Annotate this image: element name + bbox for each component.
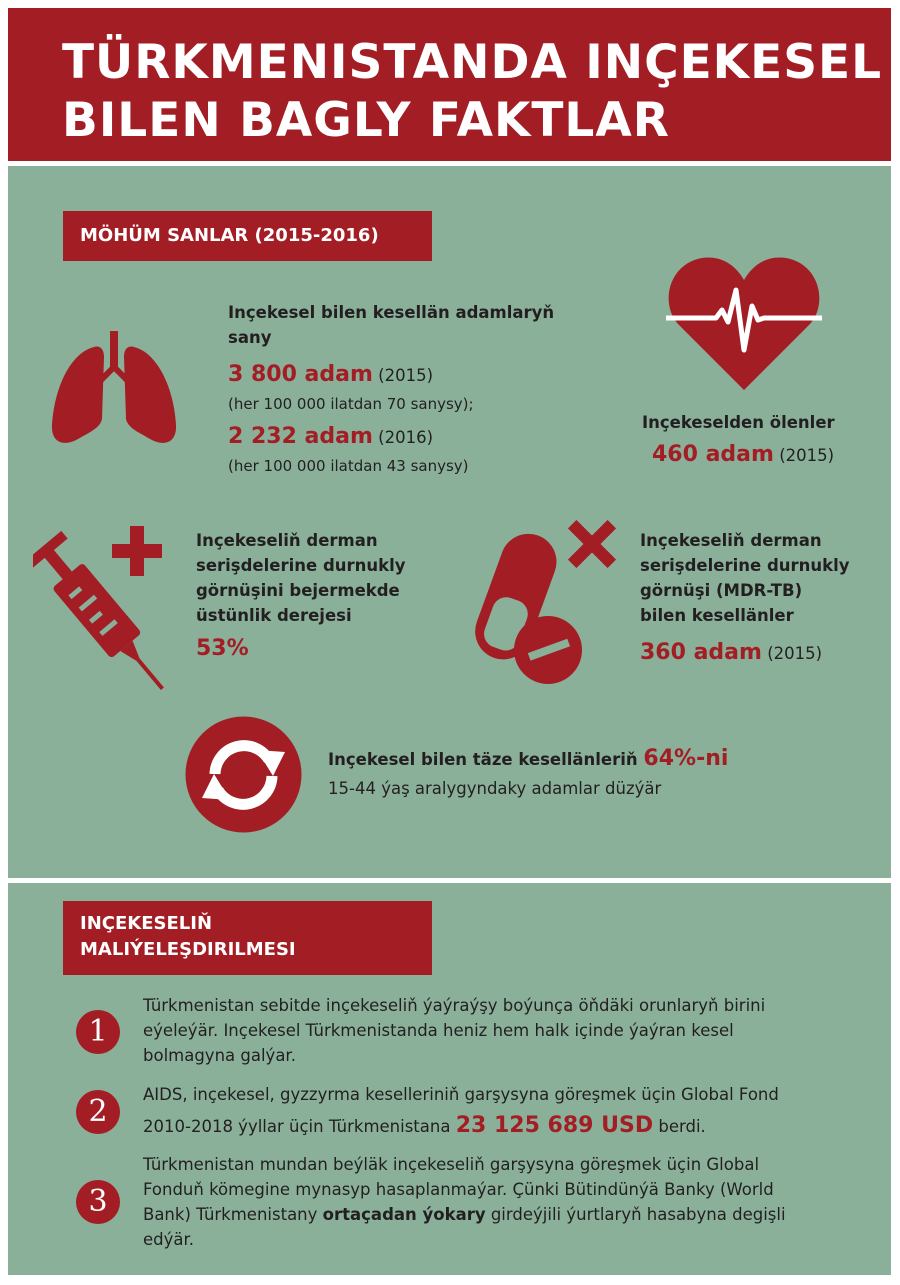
- financing-item-3: Türkmenistan mundan beýläk inçekeseliň garşysyna göreşmek üçin Global Fonduň kömegine mynasyp hasaplanmaýar. Çünki Bütindünýä Banky (World Bank) Türkmenistany ortaçadan ýokary girdeýjili ýurtlaryň hasabyna degişli edýär.: [143, 1155, 786, 1249]
- refresh-icon: [185, 716, 302, 833]
- lungs-icon: [48, 331, 180, 451]
- success-value: 53%: [196, 636, 249, 661]
- page-title: [62, 34, 882, 150]
- cases-2016: 2 232 adam (2016): [228, 424, 434, 449]
- item-number-3: 3: [76, 1180, 120, 1224]
- heart-icon: [666, 254, 822, 392]
- cases-2015-note: (her 100 000 ilatdan 70 sanysy);: [228, 395, 474, 413]
- item-number-1: 1: [76, 1010, 120, 1054]
- section-label-key-figures: MÖHÜM SANLAR (2015-2016): [63, 211, 432, 261]
- funding-amount: 23 125 689 USD: [455, 1113, 654, 1138]
- deaths-heading: Inçekeselden ölenler: [642, 413, 835, 432]
- new-cases-line1: Inçekesel bilen täze kesellänleriň 64%-ni: [328, 746, 729, 771]
- plus-icon: [112, 526, 162, 576]
- cases-heading: Inçekesel bilen kesellän adamlaryň sany: [228, 303, 555, 347]
- new-cases-line2: 15-44 ýaş aralygyndaky adamlar düzýär: [328, 779, 662, 798]
- financing-item-1: Türkmenistan sebitde inçekeseliň ýaýraýşy boýunça öňdäki orunlaryň birini eýeleýär. Inçekesel Türkmenistanda heniz hem halk içinde ýaýran kesel bolmagyna galýar.: [143, 996, 766, 1065]
- mdr-heading: Inçekeseliň derman serişdelerine durnukly görnüşi (MDR-TB) bilen kesellänler: [640, 531, 850, 625]
- title-line-1: TÜRKMENISTANDA INÇEKESEL: [62, 35, 883, 90]
- financing-item-2: AIDS, inçekesel, gyzzyrma keselleriniň garşysyna göreşmek üçin Global Fond 2010-2018 ýyllar üçin Türkmenistana 23 125 689 USD berdi.: [143, 1085, 779, 1138]
- key-figures-panel: [8, 166, 891, 878]
- deaths-value: 460 adam (2015): [652, 442, 835, 467]
- title-line-2: BILEN BAGLY FAKTLAR: [62, 93, 670, 148]
- section-label-financing: INÇEKESELIŇ MALIÝELEŞDIRILMESI: [63, 901, 432, 975]
- title-banner: [8, 8, 891, 161]
- cases-2015: 3 800 adam (2015): [228, 362, 434, 387]
- item-number-2: 2: [76, 1090, 120, 1134]
- cases-2016-note: (her 100 000 ilatdan 43 sanysy): [228, 457, 469, 475]
- mdr-value: 360 adam (2015): [640, 640, 823, 665]
- success-heading: Inçekeseliň derman serişdelerine durnukly görnüşini bejermekde üstünlik derejesi: [196, 531, 406, 625]
- cross-icon: [568, 520, 616, 568]
